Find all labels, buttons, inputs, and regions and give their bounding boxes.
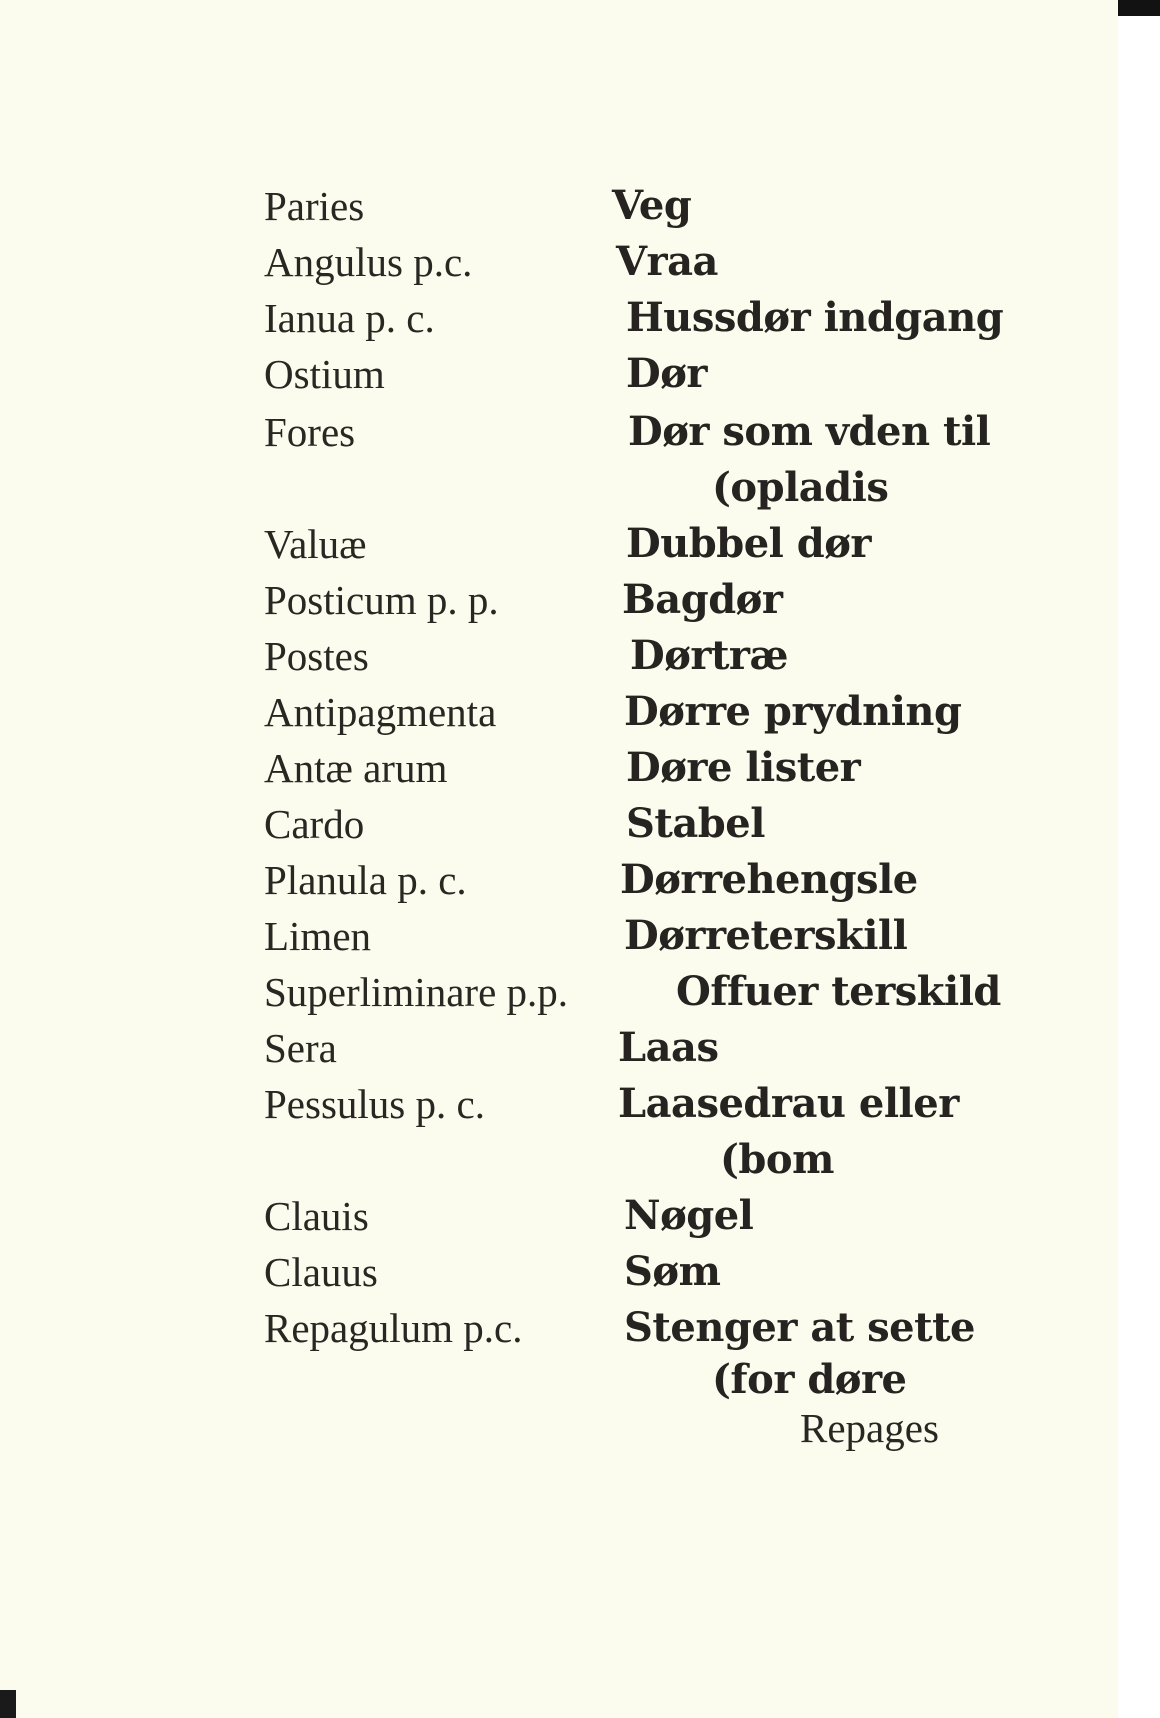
latin-term: Paries (264, 183, 365, 229)
entry-row (0, 1076, 1118, 1132)
danish-term: Offuer terskild (676, 968, 1001, 1015)
latin-term: Clauis (264, 1193, 369, 1239)
entry-row (0, 684, 1118, 740)
latin-term: Postes (264, 633, 369, 679)
danish-continuation: (for døre (712, 1356, 907, 1403)
entry-row (0, 628, 1118, 684)
danish-continuation: (opladis (712, 464, 889, 511)
entry-row (0, 852, 1118, 908)
entry-row (0, 404, 1118, 460)
latin-term: Superliminare p.p. (264, 969, 569, 1015)
entry-row (0, 572, 1118, 628)
latin-term: Antæ arum (264, 745, 448, 791)
latin-term: Clauus (264, 1249, 378, 1295)
latin-term: Repagulum p.c. (264, 1305, 523, 1351)
danish-term: Bagdør (622, 576, 783, 623)
danish-term: Nøgel (624, 1192, 754, 1239)
danish-term: Stenger at sette (624, 1304, 976, 1351)
catchword: Repages (800, 1405, 939, 1451)
entry-row (0, 964, 1118, 1020)
entry-row (0, 516, 1118, 572)
latin-term: Sera (264, 1025, 337, 1071)
danish-term: Dørrehengsle (620, 856, 918, 903)
entry-row (0, 290, 1118, 346)
entry-row (0, 740, 1118, 796)
latin-term: Fores (264, 409, 356, 455)
entry-row (0, 1020, 1118, 1076)
entry-row (0, 908, 1118, 964)
latin-term: Planula p. c. (264, 857, 467, 903)
danish-term: Dørreterskill (624, 912, 908, 959)
entry-row (0, 1300, 1118, 1356)
entry-row (0, 178, 1118, 234)
danish-continuation: (bom (720, 1136, 834, 1183)
danish-term: Dør (626, 350, 707, 397)
danish-term: Vraa (616, 238, 718, 285)
entry-row (0, 346, 1118, 402)
entry-continuation-row (0, 1132, 1118, 1188)
latin-term: Angulus p.c. (264, 239, 473, 285)
danish-term: Dubbel dør (626, 520, 871, 567)
entry-row (0, 234, 1118, 290)
danish-term: Laas (618, 1024, 719, 1071)
danish-term: Dør som vden til (628, 408, 991, 455)
entry-row (0, 796, 1118, 852)
danish-term: Søm (624, 1248, 721, 1295)
scan-edge-mark (1118, 0, 1160, 16)
entry-continuation-row (0, 460, 1118, 516)
latin-term: Antipagmenta (264, 689, 497, 735)
danish-term: Hussdør indgang (626, 294, 1004, 341)
latin-term: Valuæ (264, 521, 367, 567)
latin-term: Pessulus p. c. (264, 1081, 485, 1127)
danish-term: Veg (612, 182, 692, 229)
entry-row (0, 1188, 1118, 1244)
entry-continuation-row (0, 1352, 1118, 1408)
danish-term: Døre lister (626, 744, 861, 791)
latin-term: Cardo (264, 801, 365, 847)
latin-term: Ianua p. c. (264, 295, 435, 341)
latin-term: Limen (264, 913, 372, 959)
danish-term: Stabel (626, 800, 765, 847)
entry-row (0, 1244, 1118, 1300)
latin-term: Ostium (264, 351, 385, 397)
latin-term: Posticum p. p. (264, 577, 499, 623)
danish-term: Laasedrau eller (618, 1080, 959, 1127)
danish-term: Dørre prydning (624, 688, 962, 735)
danish-term: Dørtræ (630, 632, 788, 679)
